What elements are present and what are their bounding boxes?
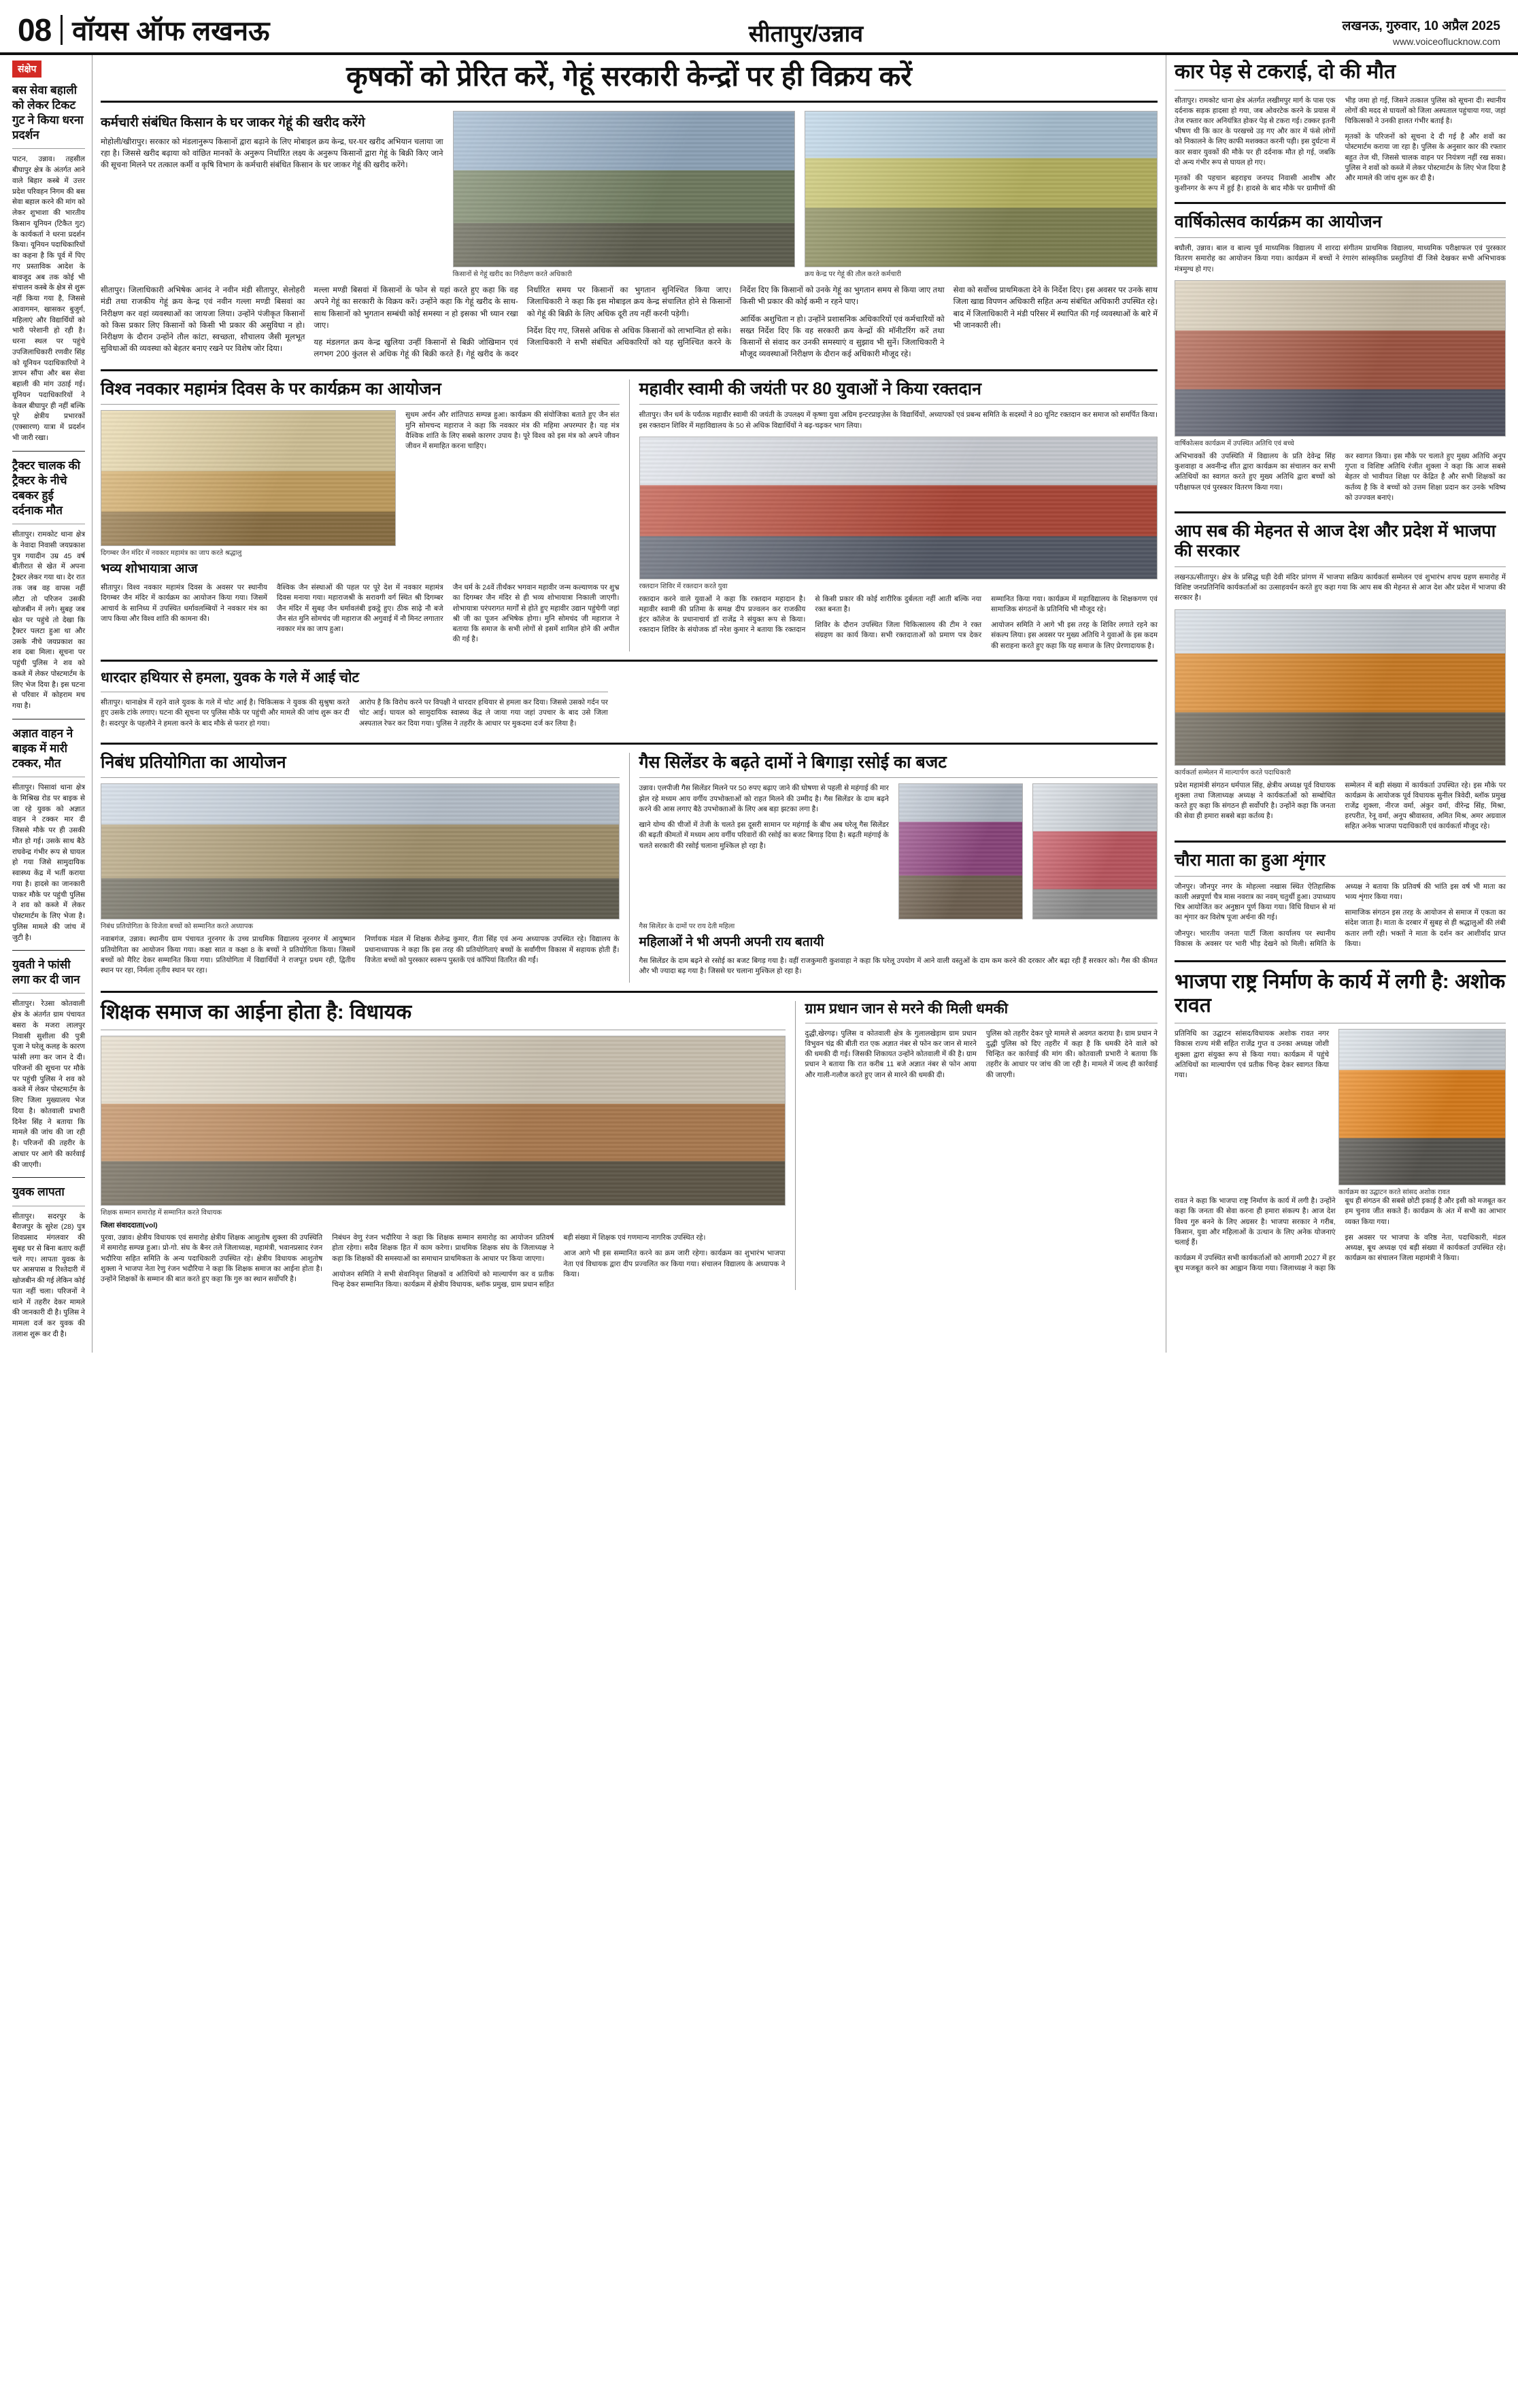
divider: [101, 660, 1158, 662]
bjp-para-1: प्रदेश महामंत्री संगठन धर्मपाल सिंह, क्षेत्रीय अध्यक्ष पूर्व विधायक शुक्ला तथा जिलाध्यक्ष अध्यक्ष ने कार्यकर्ताओं को सम्बोधित करते हुए कहा कि संगठन ही सर्वोपरि है। उन्होंने कहा कि जनता की सेवा ही हमारा सबसे बड़ा कर्तव्य है।: [1175, 781, 1336, 821]
lead-para-5: आर्थिक अशुचिता न हो। उन्होंने प्रशासनिक अधिकारियों एवं कर्मचारियों को सख्त निर्देश दिए कि वह सरकारी क्रय केन्द्रों की मॉनीटरिंग करें तथा किसानों से संवाद कर उनकी समस्याएं व सुझाव भी सुनें। जिलाधिकारी ने मौजूद व्यवस्थाओं निरीक्षण के दौरान कई अधिकारी मौजूद रहे।: [740, 315, 945, 359]
chaura-mata-story: [1175, 851, 1506, 952]
lead-story: [101, 61, 1158, 361]
teacher-para-0: पुरवा, उन्नाव। क्षेत्रीय विधायक एवं समारोह क्षेत्रीय शिक्षक आशुतोष शुक्ला की उपस्थिति में समारोह सम्पन्न हुआ। प्रो-गो. संघ के बैनर तले जिलाध्यक्ष, महामंत्री, भवानप्रसाद रंजन भदौरिया सहित समिति के अन्य पदाधिकारी उपस्थित रहे। क्षेत्रीय विधायक आशुतोष शुक्ला ने भाजपा नेता रेणु रंजन भदौरिया ने कहा कि शिक्षक समाज का आईना होता है। उन्होंने शिक्षकों के सम्मान की बात करते हुए कहा कि गुरु का स्थान सर्वोपरि है।: [101, 1234, 323, 1284]
rawat-para-2: कार्यक्रम में उपस्थित सभी कार्यकर्ताओं को आगामी 2027 में हर बूथ मजबूत करने का आह्वान किया गया। जिलाध्यक्ष ने कहा कि बूथ ही संगठन की सबसे छोटी इकाई है और इसी को मजबूत कर हम चुनाव जीत सकते हैं। कार्यक्रम के अंत में सभी का आभार व्यक्त किया गया।: [1175, 1197, 1506, 1273]
sidebar-body: सीतापुर। सदरपुर के बैराजपुर के सुरेश (28) पुत्र शिवप्रसाद मंगलवार की सुबह घर से बिना बताए कहीं चले गए। लापता युवक के घर आसपास व रिश्तेदारी में खोजबीन की गई लेकिन कोई पता नहीं चला। परिजनों ने थाने में तहरीर देकर मामले की जानकारी दी है। पुलिस ने मामला दर्ज कर युवक की तलाश शुरू कर दी है।: [12, 1212, 85, 1338]
teacher-para-2: आयोजन समिति ने सभी सेवानिवृत्त शिक्षकों व अतिथियों को माल्यार्पण कर व प्रतीक चिन्ह देकर सम्मानित किया। कार्यक्रम में क्षेत्रीय विधायक, ब्लॉक प्रमुख, ग्राम प्रधान सहित बड़ी संख्या में शिक्षक एवं गणमान्य नागरिक उपस्थित रहे।: [332, 1234, 706, 1289]
anniv-para-0: बघौली, उन्नाव। बाल व बाल्य पूर्व माध्यमिक विद्यालय में शारदा संगीतम प्राथमिक विद्यालय, माध्यमिक परीक्षाफल एवं पुरस्कार वितरण समारोह का आयोजन किया गया। कार्यक्रम में बच्चों ने रंगारंग सांस्कृतिक प्रस्तुतियां दीं जिसे देखकर सभी अभिभावक मंत्रमुग्ध हो गए।: [1175, 244, 1506, 273]
divider: [101, 777, 620, 778]
rawat-story: [1175, 970, 1506, 1274]
teacher-story: [101, 1001, 786, 1291]
anniversary-headline: वार्षिकोत्सव कार्यक्रम का आयोजन: [1175, 212, 1382, 232]
lead-body: [101, 285, 1158, 361]
divider: [101, 369, 1158, 371]
rawat-photo-caption: कार्यक्रम का उद्घाटन करते सांसद अशोक रावत: [1338, 1189, 1450, 1197]
rawat-para-3: इस अवसर पर भाजपा के वरिष्ठ नेता, पदाधिकारी, मंडल अध्यक्ष, बूथ अध्यक्ष एवं बड़ी संख्या में कार्यकर्ता उपस्थित रहे। कार्यक्रम का संचालन जिला महामंत्री ने किया।: [1345, 1233, 1506, 1263]
chaura-para-2: सामाजिक संगठन इस तरह के आयोजन से समाज में एकता का संदेश जाता है। माता के दरबार में सुबह से ही श्रद्धालुओं की लंबी कतार लगी रही। भक्तों ने माता के दर्शन कर आशीर्वाद प्राप्त किया।: [1345, 909, 1506, 948]
teacher-headline: शिक्षक समाज का आईना होता है: विधायक: [101, 1000, 412, 1023]
lead-para-0: सीतापुर। जिलाधिकारी अभिषेक आनंद ने नवीन मंडी सीतापुर, सेलोहरी मंडी तथा राजकीय गेहूं क्रय केन्द्र एवं नवीन गल्ला मण्डी बिसवां का निरीक्षण कर वहां व्यवस्थाओं का जायजा लिया। उन्होंने पंजीकृत किसानों को किस प्रकार लिए किसानों को किसी भी प्रकार की असुविधा न हो। निरीक्षण के दौरान उन्होंने तौल कांटा, स्वच्छता, शौचालय जैसी मूलभूत सुविधाओं की व्यवस्था को बेहतर बनाए रखने पर विशेष जोर दिया।: [101, 286, 305, 354]
divider: [12, 950, 85, 951]
navkar-lead-text: [405, 410, 619, 557]
page-number: 08: [18, 12, 52, 48]
anniversary-photo: [1175, 280, 1506, 437]
rawat-body: [1175, 1196, 1506, 1274]
gas-photo-caption: गैस सिलेंडर के दामों पर राय देती महिला: [639, 923, 735, 931]
masthead-right: [1343, 18, 1500, 48]
sidebar-story-4: [12, 957, 85, 1170]
gas-subhead: महिलाओं ने भी अपनी अपनी राय बतायी: [639, 935, 824, 950]
navkar-headline: विश्व नवकार महामंत्र दिवस के पर कार्यक्रम का आयोजन: [101, 379, 441, 398]
teacher-para-3: आज आगे भी इस सम्मानित करने का क्रम जारी रहेगा। कार्यक्रम का शुभारंभ भाजपा नेता एवं विधायक द्वारा दीप प्रज्वलित कर किया गया। संचालन विद्यालय के अध्यापक ने किया।: [563, 1249, 786, 1278]
website-url[interactable]: www.voiceoflucknow.com: [1393, 36, 1500, 48]
edition-name: सीतापुर/उन्नाव: [748, 21, 864, 47]
publication-title: वॉयस ऑफ लखनऊ: [72, 16, 270, 46]
divider: [1175, 511, 1506, 513]
sidebar-headline: ट्रैक्टर चालक की ट्रैक्टर के नीचे दबकर हुई दर्दनाक मौत: [12, 458, 81, 517]
mahavir-photo-caption: रक्तदान शिविर में रक्तदान करते युवा: [639, 582, 728, 590]
anniversary-body: [1175, 452, 1506, 503]
sidebar-label: संक्षेप: [12, 61, 41, 78]
gas-story: [629, 753, 1158, 983]
navkar-para-2: वैश्विक जैन संस्थाओं की पहल पर पूरे देश में नवकार महामंत्र दिवस मनाया गया। महाराजश्री के सरावगी वर्ग स्थित श्री दिगम्बर जैन मंदिर में सुबह जैन धर्मावलंबी इकट्ठे हुए। ठीक साढ़े नौ बजे जैन संत मुनि सोमचंद जी महाराज की अगुवाई में नौ मिनट लगातार नवकार मंत्र का जाप हुआ।: [276, 583, 443, 634]
gas-para-1: खाने योग्य की चीजों में तेजी के चलते इस दूसरी सामान पर महंगाई के बीच अब घरेलू गैस सिलेंडर की बढ़ती कीमतों में मध्यम आय वर्गीय परिवारों की रसोई का बजट बिगाड़ दिया है। बढ़ती महंगाई के चलते सरकारी की रसोई चलाना मुश्किल हो रहा है।: [639, 821, 889, 850]
anniversary-photo-caption: वार्षिकोत्सव कार्यक्रम में उपस्थित अतिथि एवं बच्चे: [1175, 439, 1294, 447]
bjp-govt-headline: आप सब की मेहनत से आज देश और प्रदेश में भाजपा की सरकार: [1175, 522, 1496, 561]
rawat-photo-block: [1338, 1029, 1506, 1196]
lead-headline: कृषकों को प्रेरित करें, गेहूं सरकारी केन्द्रों पर ही विक्रय करें: [346, 61, 912, 92]
sidebar-story-1: [12, 83, 85, 444]
weapon-para-1: आरोप है कि विरोध करने पर विपक्षी ने धारदार हथियार से हमला कर दिया। जिससे उसको गर्दन पर चोट आई। घायल को सामुदायिक स्वास्थ्य केंद्र ले जाया गया जहां उपचार के बाद उसे जिला अस्पताल रेफर कर दिया गया। पुलिस ने तहरीर के आधार पर मुकदमा दर्ज कर लिया है।: [358, 698, 608, 728]
lead-photo-left-caption: किसानों से गेहूं खरीद का निरीक्षण करते अधिकारी: [452, 271, 572, 279]
gas-para-0: उन्नाव। एलपीजी गैस सिलेंडर मिलने पर 50 रुपए बढ़ाए जाने की घोषणा से पहली से महंगाई की मार झेल रहे मध्यम आय वर्गीय उपभोक्ताओं को राहत मिलने की उम्मीद है। गैस सिलेंडर के दाम बढ़ने करने की आस लगाए बैठे उपभोक्ताओं के लिए अब बड़ा झटका लगा है।: [639, 784, 889, 813]
navkar-story: [101, 379, 620, 651]
essay-headline: निबंध प्रतियोगिता का आयोजन: [101, 752, 286, 772]
sidebar-headline: अज्ञात वाहन ने बाइक में मारी टक्कर, मौत: [12, 726, 73, 770]
gas-text-block: [639, 783, 889, 919]
gas-photo-cylinder-block: [1032, 783, 1158, 919]
divider: [1175, 237, 1506, 238]
lead-photo-left: [453, 111, 796, 267]
divider: [12, 451, 85, 452]
bjp-para-2: सम्मेलन में बड़ी संख्या में कार्यकर्ता उपस्थित रहे। इस मौके पर कार्यक्रम के आयोजक पूर्व विधायक सुनील त्रिवेदी, ब्लॉक प्रमुख राजेंद्र शुक्ला, नीरज वर्मा, अंकुर वर्मा, वीरेन्द्र सिंह, मिश्रा, हरपरीत, रेनू वर्मा, अनूप श्रीवास्तव, अमित मिश्र, अमर अग्रवाल सहित अनेक भाजपा पदाधिकारी एवं कार्यकर्ता मौजूद रहे।: [1345, 781, 1506, 831]
teacher-body: [101, 1233, 786, 1290]
bjp-para-0: लखनऊ/सीतापुर। क्षेत्र के प्रसिद्ध घड़ी देवी मंदिर प्रांगण में भाजपा सक्रिय कार्यकर्ता सम्मेलन एवं शुभारंभ शपथ ग्रहण समारोह में विशिष्ट जनप्रतिनिधि कार्यकर्ताओं का उत्साहवर्धन करते हुए कहा गया कि आप सब की मेहनत से आज देश और प्रदेश में भाजपा की सरकार है।: [1175, 573, 1506, 603]
navkar-subhead: भव्य शोभायात्रा आज: [101, 562, 198, 577]
navkar-photo: [101, 410, 396, 546]
teacher-pradhan-row: [101, 1001, 1158, 1291]
rawat-top: [1175, 1029, 1506, 1196]
chaura-headline: चौरा माता का हुआ शृंगार: [1175, 851, 1326, 870]
navkar-mahavir-row: [101, 379, 1158, 651]
mahavir-para-1: रक्तदान करने वाले युवाओं ने कहा कि रक्तदान महादान है। महावीर स्वामी की प्रतिमा के समक्ष दीप प्रज्वलन कर राजकीय इंटर कॉलेज के प्रधानाचार्य डॉ राजेंद्र ने संयुक्त रूप से किया। रक्तदान शिविर के संयोजक डॉ नरेश कुमार ने बताया कि रक्तदान से किसी प्रकार की कोई शारीरिक दुर्बलता नहीं आती बल्कि नया रक्त बनता है।: [639, 594, 982, 634]
anniv-para-1: अभिभावकों की उपस्थिति में विद्यालय के प्रति देवेन्द्र सिंह कुशवाहा व अवनीन्द्र शीत द्वारा कार्यक्रम का संचालन कर सभी अतिथियों का स्वागत करते हुए मुख्य अतिथि द्वारा बच्चों को परीक्षाफल एवं पुरस्कार वितरण किया गया।: [1175, 452, 1336, 492]
bjp-govt-story: [1175, 522, 1506, 832]
divider: [1175, 202, 1506, 204]
divider: [101, 743, 1158, 745]
pradhan-para-1: पुलिस को तहरीर देकर पूरे मामले से अवगत कराया है। ग्राम प्रधान ने दुद्धी पुलिस को दिए तहरीर में कहा है कि धमकी देने वाले को चिन्हित कर कार्रवाई की मांग की। कोतवाली प्रभारी ने बताया कि तहरीर के आधार पर जांच की जा रही है। मामले में जल्द ही कार्रवाई की जाएगी।: [985, 1029, 1158, 1079]
sidebar-headline: युवती ने फांसी लगा कर दी जान: [12, 958, 80, 987]
lead-photo-left-block: [453, 111, 796, 278]
essay-story: [101, 753, 620, 983]
chaura-para-0: जौनपुर। जौनपुर नगर के मोहल्ला नखास स्थित ऐतिहासिक काली अन्नपूर्णा चैत्र मास नवरात्र का नवम् चतुर्थी हुआ। उपाध्याय चित्र आयोजित कर अनुष्ठान पूर्ण किया गया। विधि विधान से मां का शृंगार कर विशेष पूजा अर्चना की गई।: [1175, 882, 1336, 922]
lead-para-6: सेवा को सर्वोच्च प्राथमिकता देने के निर्देश दिए। इस अवसर पर उनके साथ जिला खाद्य विपणन अधिकारी सहित अन्य संबंधित अधिकारी उपस्थित रहे। बाद में जिलाधिकारी ने मंडी परिसर में स्थापित की गई व्यवस्थाओं के बारे में भी जानकारी ली।: [953, 286, 1158, 330]
divider: [12, 1177, 85, 1178]
essay-para-0: नवाबगंज, उन्नाव। स्थानीय ग्राम पंचायत नूरनगर के उच्च प्राथमिक विद्यालय नूरनगर में आयुष्मान प्रतियोगिता का आयोजन किया गया। कक्षा सात व कक्षा 8 के बच्चों ने प्रतियोगिता किया। जिसमें बच्चों को मैरिट देकर सम्मानित किया गया। प्रतियोगिता में विद्यार्थियों ने राजपूत प्रथम रही, द्वितीय स्थान पर रहा, निर्मला तृतीय स्थान पर रहा।: [101, 935, 356, 975]
gas-photo-cylinder: [1032, 783, 1158, 919]
essay-gas-row: [101, 753, 1158, 983]
gas-photo-woman: [898, 783, 1024, 919]
divider: [101, 404, 620, 405]
divider: [1175, 876, 1506, 877]
lead-top-row: [101, 111, 1158, 278]
essay-photo: [101, 783, 620, 919]
car-para-0: सीतापुर। रामकोट थाना क्षेत्र अंतर्गत लखीमपुर मार्ग के पास एक दर्दनाक सड़क हादसा हो गया, जब ओवरटेक करने के प्रयास में तेज रफ्तार कार अनियंत्रित होकर पेड़ से टकरा गई। टक्कर इतनी भीषण थी कि कार के परखच्चे उड़ गए और कार में फंसे लोगों को निकालने के लिए काफी मशक्कत करनी पड़ी। इस दुर्घटना में कार सवार युवकों की मौके पर ही दर्दनाक मौत हो गई, जबकि दो अन्य गंभीर रूप से घायल हो गए।: [1175, 96, 1336, 167]
navkar-body: [101, 583, 620, 645]
sidebar-body: पाटन, उन्नाव। तहसील बीघापुर क्षेत्र के अंतर्गत आने वाले बिहार कस्बे में उत्तर प्रदेश परिवहन निगम की बस सेवा बहाल करने की मांग को लेकर शुभाशा की भारतीय किसान यूनियन (टिकैत गुट) के कार्यकर्ता ने धरना प्रदर्शन किया। यूनियन पदाधिकारियों का कहना है कि पूर्व में पिए गए प्रस्ताविक आदेश के बावजूद अब तक कोई भी संचालन कस्बे के क्षेत्र से शुरू नहीं किया गया है, जिससे आवागमन, खासकर बुजुर्ग, महिलाएं और विद्यार्थियों को भारी परेशानी हो रही है। धरना स्थल पर पहुंचे उपजिलाधिकारी रणवीर सिंह को यूनियन पदाधिकारियों ने ज्ञापन सौंपा और बस सेवा बहाली की मांग उठाई गई। यूनियन पदाधिकारियों ने केवल बीघापुर ही नहीं बल्कि पूरे क्षेत्रीय प्रभारकों (एक्सारण) यात्रा में प्रदर्शन भी जारी रखा।: [12, 155, 85, 442]
pradhan-body: [805, 1029, 1158, 1086]
navkar-photo-caption: दिगम्बर जैन मंदिर में नवकार महामंत्र का जाप करते श्रद्धालु: [101, 549, 242, 558]
lead-photo-right: [805, 111, 1158, 267]
right-column: [1166, 55, 1506, 1353]
sidebar-story-2: [12, 458, 85, 712]
pradhan-para-0: दुद्धी,खेरगढ़। पुलिस व कोतवाली क्षेत्र के गुलालखेड़ाम ग्राम प्रधान विभुवन चंद्र की बीती रात एक अज्ञात नंबर से फोन कर जान से मारने की धमकी दी गई। जिसकी शिकायत उन्होंने कोतवाली में की है। ग्राम प्रधान ने बताया कि रात करीब 11 बजे अज्ञात नंबर से फोन आया और गाली-गलौज करते हुए जान से मारने की धमकी दी।: [805, 1029, 977, 1079]
lead-photo-right-block: [805, 111, 1158, 278]
lead-para-3: यह मंडलगत क्रय केन्द्र खुलिया उन्हीं किसानों से बिक्री जोखिमान एवं लगभग 200 कुंतल से अधिक गेहूं की बिक्री करते हैं। गेहूं खरीद के कदर निर्धारित समय पर किसानों का भुगतान सुनिश्चित किया जाए। जिलाधिकारी ने कहा कि इस मोबाइल क्रय केन्द्र संचालित होने से किसानों को गेहूं की बिक्री के लिए अधिक दूरी तय नहीं करनी पड़ेगी।: [314, 286, 732, 359]
bjp-govt-body: [1175, 781, 1506, 832]
car-crash-body: [1175, 96, 1506, 194]
weapon-body: [101, 698, 608, 734]
gas-headline: गैस सिलेंडर के बढ़ते दामों ने बिगाड़ा रसोई का बजट: [639, 752, 947, 772]
chaura-para-1: जौनपुर। भारतीय जनता पार्टी जिला कार्यालय पर स्थानीय विकास के अवसर पर भारी भीड़ देखने को मिली। समिति के अध्यक्ष ने बताया कि प्रतिवर्ष की भांति इस वर्ष भी माता का भव्य शृंगार किया गया।: [1175, 882, 1506, 948]
lead-photo-right-caption: क्रय केन्द्र पर गेहूं की तौल करते कर्मचारी: [805, 271, 901, 279]
car-para-1: मृतकों की पहचान बहराइच जनपद निवासी आशीष और कुशीनगर के रूप में हुई है। हादसे के बाद मौके पर ग्रामीणों की भीड़ जमा हो गई, जिसने तत्काल पुलिस को सूचना दी। स्थानीय लोगों की मदद से घायलों को जिला अस्पताल पहुंचाया गया, जहां चिकित्सकों ने उनकी हालत गंभीर बताई है।: [1175, 96, 1506, 193]
divider: [1175, 566, 1506, 567]
rawat-text-block: [1175, 1029, 1329, 1196]
lead-para-4: निर्देश दिए गए, जिससे अधिक से अधिक किसानों को लाभान्वित हो सके। जिलाधिकारी ने सभी संबंधित अधिकारियों को यह सुनिश्चित करने के निर्देश दिए कि किसानों को उनके गेहूं का भुगतान समय से किया जाए तथा किसी भी प्रकार की कोई कमी न रहने पाए।: [526, 286, 945, 347]
mahavir-para-2: शिविर के दौरान उपस्थित जिला चिकित्सालय की टीम ने रक्त संग्रहण का कार्य किया। सभी रक्तदाताओं को प्रमाण पत्र देकर सम्मानित किया गया। कार्यक्रम में महाविद्यालय के शिक्षकगण एवं सामाजिक संगठनों के प्रतिनिधि भी मौजूद रहे।: [815, 594, 1158, 640]
divider: [101, 991, 1158, 993]
mahavir-story: [629, 379, 1158, 651]
sidebar-brief-column: [12, 55, 92, 1353]
weapon-para-0: सीतापुर। थानाक्षेत्र में रहने वाले युवक के गले में चोट आई है। चिकित्सक ने युवक की सुश्रुषा करते हुए उसके टांके लगाए। घटना की सूचना पर पुलिस मौके पर पहुंची और मामले की जांच शुरू कर दी है। सदरपुर के पहलौने ने हमला करने के बाद मौके से फरार हो गया।: [101, 698, 350, 728]
weapon-headline: धारदार हथियार से हमला, युवक के गले में आई चोट: [101, 669, 360, 685]
sidebar-headline: युवक लापता: [12, 1185, 65, 1199]
navkar-para-1: सीतापुर। विश्व नवकार महामंत्र दिवस के अवसर पर स्थानीय दिगम्बर जैन मंदिर में कार्यक्रम का आयोजन किया गया। जिसमें आचार्य के सानिध्य में उपस्थित धर्मावलम्बियों ने नवकार मंत्र का जाप किया और विश्व शांति की कामना की।: [101, 583, 267, 623]
car-crash-headline: कार पेड़ से टकराई, दो की मौत: [1175, 61, 1396, 83]
pradhan-story: [795, 1001, 1158, 1291]
mahavir-body: [639, 594, 1158, 651]
publication-date: लखनऊ, गुरुवार, 10 अप्रैल 2025: [1342, 19, 1500, 34]
sidebar-body: सीतापुर। रामकोट थाना क्षेत्र के नेवादा निवासी जयप्रकाश पुत्र गयादीन उम्र 45 वर्ष बीतीरात से खेत में अपना ट्रैक्टर लेकर गया था। देर रात तक जब वह वापस नहीं लौटा तो परिजन उसकी खोजबीन में लगे। सुबह जब खेत पर पहुंचे तो देखा कि ट्रैक्टर पलटा हुआ था और उसके नीचे जयप्रकाश का शव दबा मिला। सूचना पर पहुंची पुलिस ने शव को कब्जे में लेकर पोस्टमार्टम के लिए भेज दिया है। इस घटना से परिवार में कोहराम मच गया है।: [12, 530, 85, 710]
essay-photo-caption: निबंध प्रतियोगिता के विजेता बच्चों को सम्मानित करते अध्यापक: [101, 923, 254, 931]
lead-subhead: कर्मचारी संबंधित किसान के घर जाकर गेहूं की खरीद करेंगे: [101, 116, 365, 131]
chaura-body: [1175, 882, 1506, 952]
gas-top: [639, 783, 1158, 919]
navkar-photo-block: [101, 410, 396, 557]
masthead: [0, 0, 1518, 55]
divider: [639, 777, 1158, 778]
teacher-para-1: निबंधन वेणु रंजन भदौरिया ने कहा कि शिक्षक सम्मान समारोह का आयोजन प्रतिवर्ष होता रहेगा। सदैव शिक्षक हित में काम करेगा। प्राथमिक शिक्षक संघ के जिलाध्यक्ष ने कहा कि शिक्षकों की समस्याओं का समाधान प्राथमिकता के आधार पर किया जाएगा।: [332, 1234, 554, 1263]
sidebar-story-3: [12, 726, 85, 944]
page-content: [0, 55, 1518, 1366]
divider: [1175, 841, 1506, 843]
car-crash-story: [1175, 61, 1506, 194]
anniversary-story: [1175, 212, 1506, 503]
bjp-govt-photo-caption: कार्यकर्ता सम्मेलन में माल्यार्पण करते पदाधिकारी: [1175, 768, 1292, 777]
lead-subhead-block: [101, 111, 443, 278]
rawat-photo: [1338, 1029, 1506, 1185]
divider: [1175, 960, 1506, 962]
mahavir-photo: [639, 437, 1158, 579]
sidebar-body: सीतापुर। रेउसा कोतवाली क्षेत्र के अंतर्गत ग्राम पंचायत बसरा के मजरा लालपुर निवासी सुशीला की पुत्री पूजा ने घरेलू कलह के कारण फांसी लगा कर जान दे दी। परिजनों की सूचना पर मौके पर पहुंची पुलिस ने शव को कब्जे में लेकर पोस्टमार्टम के लिए जिला मुख्यालय भेज दिया है। कोतवाली प्रभारी दिनेश सिंह ने बताया कि मामले की जांच की जा रही है। परिजनों की तहरीर के आधार पर आगे की कार्रवाई की जाएगी।: [12, 1000, 85, 1169]
sidebar-story-5: [12, 1185, 85, 1340]
essay-body: [101, 934, 620, 976]
mahavir-headline: महावीर स्वामी की जयंती पर 80 युवाओं ने किया रक्तदान: [639, 379, 981, 398]
navkar-para-0: सुधम अर्चन और शांतिपाठ सम्पन्न हुआ। कार्यक्रम की संयोजिका बताते हुए जैन संत मुनि सोमचन्द महाराज ने कहा कि नवकार मंत्र की महिमा अपरम्पार है। यह मंत्र वैश्विक शांति के लिए सबसे कारगर उपाय है। पूरे विश्व को इस मंत्र को अपने जीवन जीवन में समाहित करना चाहिए।: [405, 411, 620, 451]
navkar-top: [101, 410, 620, 557]
sidebar-headline: बस सेवा बहाली को लेकर टिकट गुट ने किया धरना प्रदर्शन: [12, 84, 84, 142]
divider: [639, 404, 1158, 405]
pradhan-headline: ग्राम प्रधान जान से मरने की मिली धमकी: [805, 1000, 1009, 1017]
rawat-headline: भाजपा राष्ट्र निर्माण के कार्य में लगी है: अशोक रावत: [1175, 970, 1506, 1017]
weapon-attack-story: [101, 670, 608, 734]
bjp-govt-photo: [1175, 609, 1506, 766]
sidebar-body: सीतापुर। पिसावां थाना क्षेत्र के मिश्रिख रोड पर बाइक से जा रहे युवक को अज्ञात वाहन ने टक्कर मार दी जिससे मौके पर ही उसकी मौत हो गई। उसके साथ बैठे राघवेन्द्र गंभीर रूप से घायल हो गया जिसे सामुदायिक स्वास्थ्य केंद्र में भर्ती कराया गया है। हादसे का जानकारी पाकर मौके पर पहुंची पुलिस ने शव को कब्जे में लेकर पोस्टमार्टम के लिए भेजा है। पुलिस मामले की जांच में जुटी है।: [12, 783, 85, 942]
navkar-para-3: जैन धर्म के 24वें तीर्थंकर भगवान महावीर जन्म कल्याणक पर शुभ्र का दिगम्बर जैन मंदिर से ही भव्य शोभायात्रा निकाली जाएगी। शोभायात्रा परंपरागत मार्गों से होते हुए महावीर उद्यान पहुंचेगी जहां श्री जी का पूजन अभिषेक होगा। मुनि सोमचंद जी महाराज ने बताया कि समाज के सभी लोगों से इसमें शामिल होने की अपील की गई है।: [452, 583, 620, 644]
gas-photo-woman-block: [898, 783, 1024, 919]
gas-para-2: गैस सिलेंडर के दाम बढ़ने से रसोई का बजट बिगड़ गया है। वहीं राजकुमारी कुशवाहा ने कहा कि घरेलू उपयोग में आने वाली वस्तुओं के दाम कम करने की दरकार और बढ़ा रही हैं सरकार को। गैस की कीमत और भी ज्यादा बढ़ गया है। जिससे घर चलाना मुश्किल हो रहा है।: [639, 957, 1158, 976]
divider: [101, 101, 1158, 103]
rawat-para-1: रावत ने कहा कि भाजपा राष्ट्र निर्माण के कार्य में लगी है। उन्होंने कहा कि जनता की सेवा करना ही हमारा संकल्प है। आज देश विश्व गुरु बनने के लिए अग्रसर है। भाजपा सरकार ने गरीब, किसान, युवा और महिलाओं के उत्थान के लिए अनेक योजनाएं चलाई हैं।: [1175, 1197, 1336, 1247]
lead-para-1: मोहोली/खीरापुर। सरकार को मंडलानुरूप किसानों द्वारा बढ़ाने के लिए मोबाइल क्रय केन्द्र, घर-घर खरीद अभियान चलाया जा रहा है। जिससे खरीद बढ़ाया को वांछित मानकों के अनुरूप निर्धारित लक्ष्य के अनुरूप किसानों द्वारा गेहूं के बिक्री किए जाने की सूचना मिलने पर तत्काल कर्मी व कृषि विभाग के कर्मचारी संबंधित किसान के घर जाकर गेहूं की खरीद करेंगे।: [101, 137, 443, 170]
essay-para-1: निर्णायक मंडल में शिक्षक शैलेन्द्र कुमार, रीता सिंह एवं अन्य अध्यापक उपस्थित रहे। विद्यालय के प्रधानाध्यापक ने कहा कि इस तरह की प्रतियोगिताएं बच्चों के सर्वांगीण विकास में सहायक होती हैं। विजेता बच्चों को पुरस्कार स्वरूप पुस्तकें एवं कॉपियां वितरित की गईं।: [365, 935, 620, 964]
masthead-left: [18, 11, 269, 48]
lead-para-2: मल्ला मण्डी बिसवां में किसानों के फोन से यहां करते हुए कहा कि वह अपने गेहूं का सरकारी के विक्रय करें। उन्होंने कहा कि गेहूं खरीद के साथ-साथ किसानों को भुगतान सम्बंधी कोई समस्या न हो इसका भी ध्यान रखा जाए।: [314, 286, 518, 330]
teacher-photo-caption: शिक्षक सम्मान समारोह में सम्मानित करते विधायक: [101, 1209, 222, 1217]
mahavir-para-3: आयोजन समिति ने आगे भी इस तरह के शिविर लगाते रहने का संकल्प लिया। इस अवसर पर मुख्य अतिथि ने युवाओं के इस कदम की सराहना करते हुए कहा कि यह समाज के लिए प्रेरणादायक है।: [991, 621, 1158, 650]
divider: [12, 993, 85, 994]
mahavir-para-0: सीतापुर। जैन धर्म के पर्यंतक महावीर स्वामी की जयंती के उपलक्ष्य में कृष्णा युवा अग्रिम इन्टरप्राइज़ेस के विद्यार्थियों, अध्यापकों एवं प्रबन्ध समिति के सदस्यों ने 80 यूनिट रक्तदान कर समाज को समर्पित किया। इस रक्तदान शिविर में महाविद्यालय के 50 से अधिक विद्यार्थियों ने बढ़-चढ़कर भाग लिया।: [639, 411, 1158, 430]
teacher-byline: जिला संवाददाता(vol): [101, 1221, 158, 1230]
divider: [12, 148, 85, 149]
rawat-para-0: प्रतिनिधि का उद्घाटन सांसद/विधायक अशोक रावत नगर विकास राज्य मंत्री सहित राजेंद्र गुप्त व उनका अध्यक्ष जोशी शुक्ला द्वारा संयुक्त रूप से किया गया। कार्यक्रम में पहुंचे अतिथियों का माल्यार्पण एवं प्रतीक चिन्ह देकर स्वागत किया गया।: [1175, 1030, 1330, 1079]
car-para-2: मृतकों के परिजनों को सूचना दे दी गई है और शवों का पोस्टमार्टम कराया जा रहा है। पुलिस के अनुसार कार की रफ्तार बहुत तेज थी, जिससे चालक वाहन पर नियंत्रण नहीं रख सका। पुलिस ने शवों को कब्जे में लेकर पोस्टमार्टम के लिए भेज दिया है और मामले की जांच शुरू कर दी है।: [1345, 133, 1506, 183]
main-column: [92, 55, 1166, 1353]
anniv-para-2: कर स्वागत किया। इस मौके पर चलाते हुए मुख्य अतिथि अनूप गुप्ता व विशिष्ट अतिथि रंजीत शुक्ला ने कहा कि आज सबसे बेहतर वो भावीयत शिक्षा पर केंद्रित है और सभी शिक्षकों का कर्तव्य है कि वे बच्चों को उत्तम शिक्षा प्रदान कर उनके भविष्य को उज्ज्वल बनाएं।: [1345, 452, 1506, 502]
teacher-photo: [101, 1036, 786, 1206]
masthead-divider: [61, 15, 63, 45]
